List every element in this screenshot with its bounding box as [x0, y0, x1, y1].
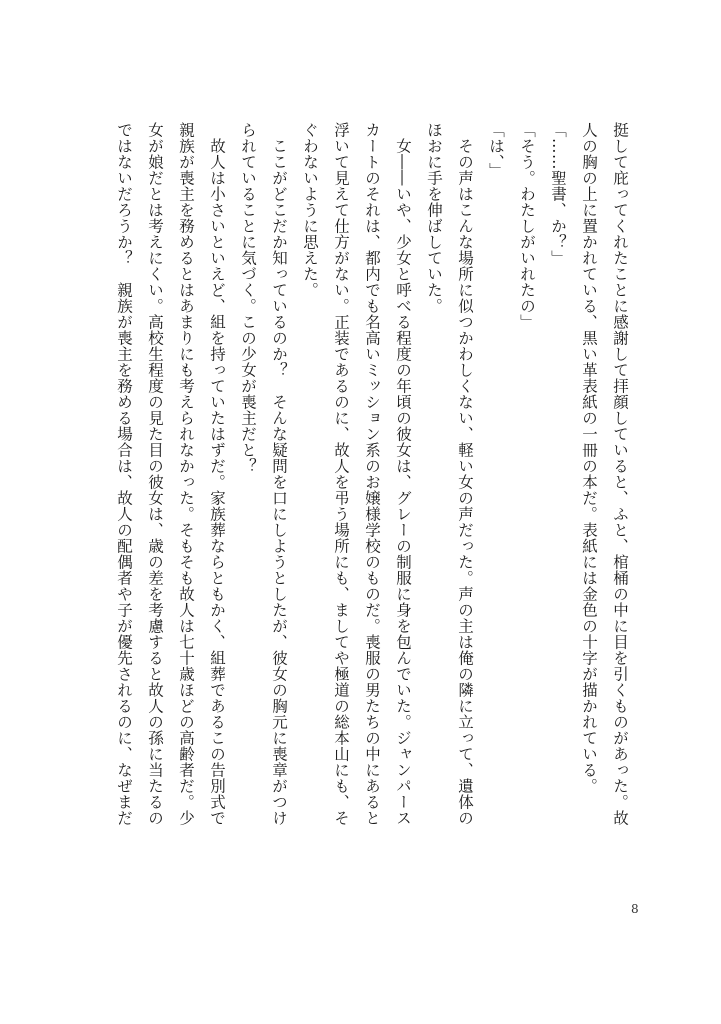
text-line: 浮いて見えて仕方がない。正装であるのに、故人を弔う場所にも、ましてや極道の総本山にも、そ — [332, 122, 350, 826]
text-line: ここがどこだか知っているのか？ そんな疑問を口にしようとしたが、彼女の胸元に喪章がつけ — [270, 122, 288, 826]
text-line: 女が娘だとは考えにくい。高校生程度の見た目の彼女は、歳の差を考慮すると故人の孫に当たるの — [146, 122, 164, 826]
text-line: られていることに気づく。この少女が喪主だと？ — [239, 122, 257, 474]
text-line: 「は、」 — [487, 122, 505, 179]
text-line: 故人は小さいといえど、組を持っていたはずだ。家族葬ならともかく、組葬であるこの告別式で — [208, 122, 226, 826]
text-line: 女――いや、少女と呼べる程度の年頃の彼女は、グレーの制服に身を包んでいた。ジャンパース — [394, 122, 412, 826]
text-line: ぐわないように思えた。 — [301, 122, 319, 298]
text-line: その声はこんな場所に似つかわしくない、軽い女の声だった。声の主は俺の隣に立って、遺体の — [456, 122, 474, 826]
text-line: ほおに手を伸ばしていた。 — [425, 122, 443, 314]
text-line: 親族が喪主を務めるとはあまりにも考えられなかった。そもそも故人は七十歳ほどの高齢者だ。少 — [177, 122, 195, 826]
text-line: 挺して庇ってくれたことに感謝して拝顔していると、ふと、棺桶の中に目を引くものがあった。故 — [611, 122, 629, 826]
page-number: 8 — [631, 902, 639, 916]
text-line: 人の胸の上に置かれている、黒い革表紙の一冊の本だ。表紙には金色の十字が描かれている。 — [580, 122, 598, 794]
text-line: 「そう。わたしがいれたの」 — [518, 122, 536, 330]
text-line: 「……聖書、か？」 — [549, 122, 567, 266]
text-line: ではないだろうか？ 親族が喪主を務める場合は、故人の配偶者や子が優先されるのに、なぜまだ — [115, 122, 133, 826]
text-line: カートのそれは、都内でも名高いミッション系のお嬢様学校のものだ。喪服の男たちの中にあると — [363, 122, 381, 826]
vertical-text-body — [115, 122, 635, 887]
